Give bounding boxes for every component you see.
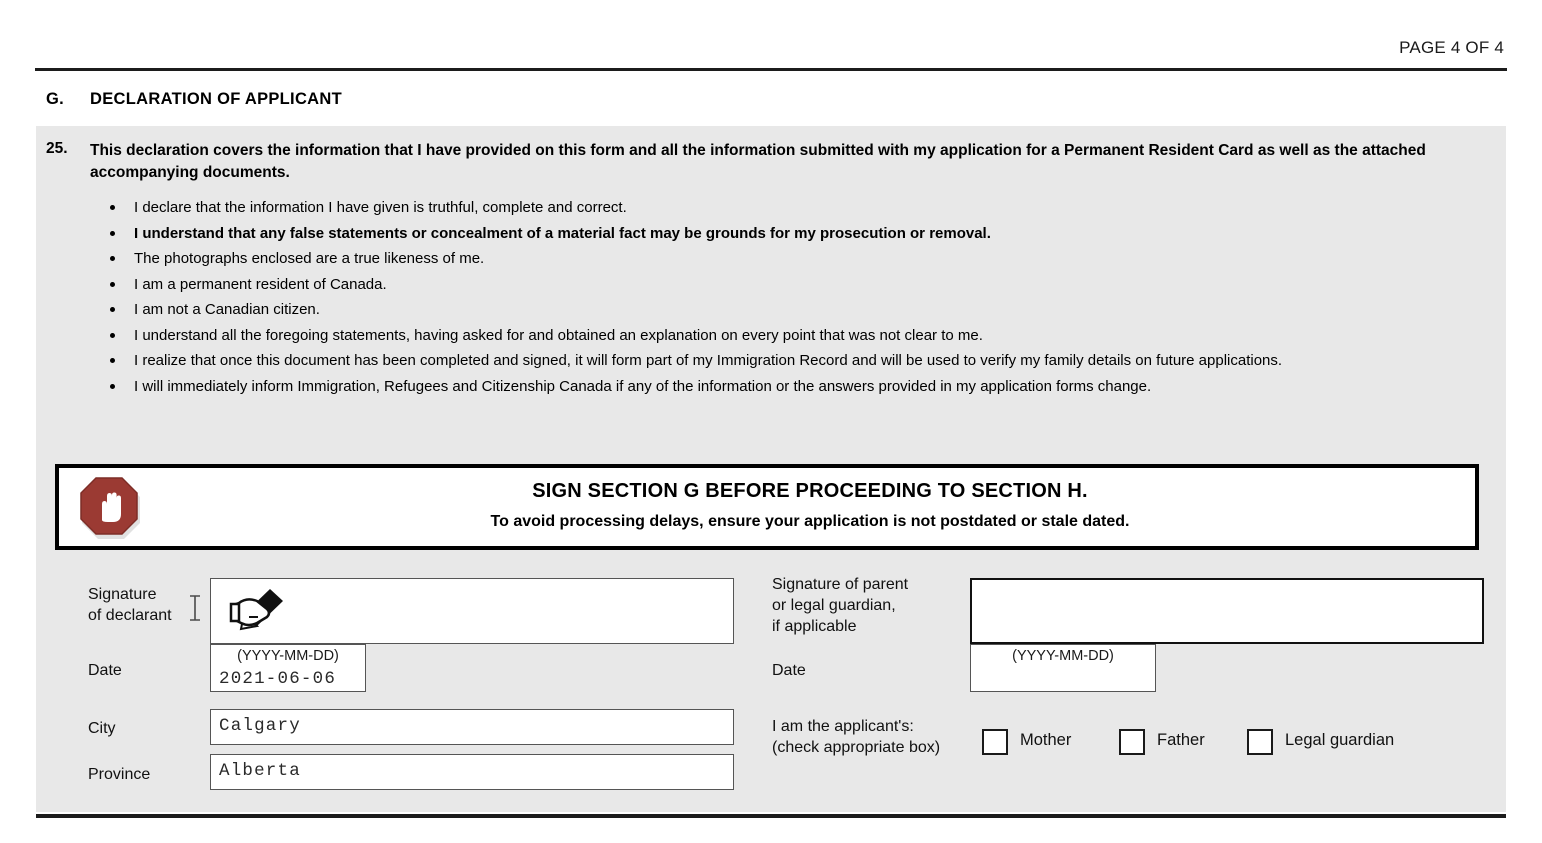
warning-text-block	[159, 480, 1461, 531]
list-item-text: The photographs enclosed are a true likeness of me.	[134, 250, 485, 267]
bullet-icon	[110, 205, 115, 210]
list-item-text: I realize that once this document has been completed and signed, it will form part of my Immigration Record and will be used to verify my family details on future applications.	[134, 352, 1283, 369]
date-label-left: Date	[88, 662, 122, 679]
province-value: Alberta	[219, 761, 301, 781]
checkbox-label-legal-guardian: Legal guardian	[1285, 731, 1395, 749]
section-title-text: DECLARATION OF APPLICANT	[90, 90, 342, 108]
list-item	[96, 353, 1498, 368]
province-label: Province	[88, 766, 151, 783]
date-format-hint-left: (YYYY-MM-DD)	[237, 648, 339, 664]
date-format-hint-right: (YYYY-MM-DD)	[1012, 648, 1114, 664]
list-item	[96, 226, 1498, 241]
footer-divider	[36, 814, 1506, 818]
stop-sign-icon	[75, 474, 143, 542]
list-item-text: I am a permanent resident of Canada.	[134, 275, 387, 293]
list-item	[96, 302, 1498, 317]
list-item	[96, 251, 1498, 266]
declaration-panel	[36, 126, 1506, 812]
list-item-text: I declare that the information I have given is truthful, complete and correct.	[134, 199, 627, 216]
declaration-number: 25.	[46, 140, 68, 157]
bullet-icon	[110, 307, 115, 312]
header-divider	[35, 68, 1507, 71]
list-item-text: I will immediately inform Immigration, Refugees and Citizenship Canada if any of the information or the answers provided in my application forms change.	[134, 377, 1152, 395]
bullet-icon	[110, 358, 115, 363]
text-cursor-icon	[188, 595, 202, 621]
checkbox-mother[interactable]	[982, 729, 1008, 755]
city-value: Calgary	[219, 716, 301, 736]
list-item	[96, 277, 1498, 292]
date-label-right: Date	[772, 662, 806, 679]
bullet-icon	[110, 333, 115, 338]
section-letter: G.	[46, 90, 65, 108]
checkbox-label-father: Father	[1157, 731, 1205, 749]
city-field[interactable]	[210, 709, 734, 745]
bullet-icon	[110, 231, 115, 236]
declaration-item-25	[46, 140, 1496, 184]
applicant-relationship-label: I am the applicant's: (check appropriate box)	[772, 718, 941, 757]
declaration-bullet-list	[96, 200, 1498, 404]
signature-area	[36, 566, 1506, 786]
city-label: City	[88, 720, 116, 737]
checkbox-label-mother: Mother	[1020, 731, 1072, 749]
list-item-text: I am not a Canadian citizen.	[134, 301, 320, 318]
signature-of-declarant-field[interactable]	[210, 578, 734, 644]
checkbox-legal-guardian[interactable]	[1247, 729, 1273, 755]
date-value-left: 2021-06-06	[219, 669, 337, 689]
bullet-icon	[110, 256, 115, 261]
signature-parent-guardian-label: Signature of parent or legal guardian, if applicable	[772, 576, 909, 636]
warning-subtext: To avoid processing delays, ensure your application is not postdated or stale dated.	[490, 513, 1130, 530]
date-field-left[interactable]	[210, 644, 366, 692]
province-field[interactable]	[210, 754, 734, 790]
list-item	[96, 200, 1498, 215]
list-item	[96, 328, 1498, 343]
section-title	[46, 90, 342, 109]
bullet-icon	[110, 282, 115, 287]
signature-of-parent-field[interactable]	[970, 578, 1484, 644]
bullet-icon	[110, 384, 115, 389]
list-item	[96, 379, 1498, 394]
signature-declarant-label: Signature of declarant	[88, 586, 172, 625]
hand-writing-pen-icon	[227, 587, 289, 633]
declaration-intro-text: This declaration covers the information that I have provided on this form and all the information submitted with my application for a Permanent Resident Card as well as the attached accompanying documents.	[90, 142, 1426, 181]
warning-box	[55, 464, 1479, 550]
date-field-right[interactable]	[970, 644, 1156, 692]
checkbox-father[interactable]	[1119, 729, 1145, 755]
page-number: PAGE 4 OF 4	[1399, 38, 1504, 57]
list-item-text: I understand that any false statements or concealment of a material fact may be grounds for my prosecution or removal.	[134, 224, 991, 242]
warning-headline: SIGN SECTION G BEFORE PROCEEDING TO SECTION H.	[532, 480, 1088, 502]
list-item-text: I understand all the foregoing statements, having asked for and obtained an explanation on every point that was not clear to me.	[134, 326, 983, 344]
